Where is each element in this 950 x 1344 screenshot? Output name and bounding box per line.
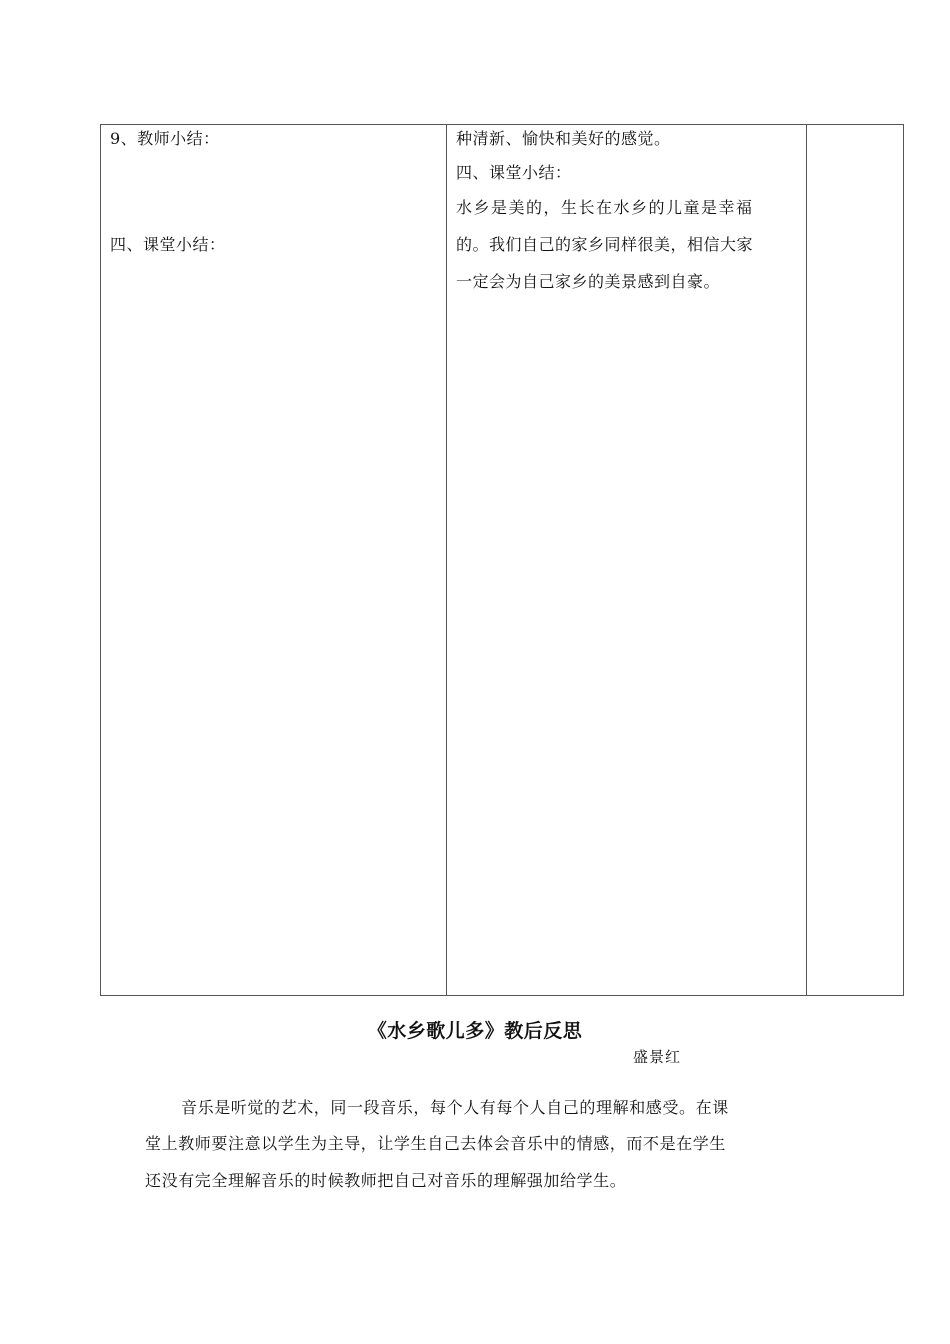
lesson-plan-table [100,124,904,996]
paragraph-line: 音乐是听觉的艺术，同一段音乐，每个人有每个人自己的理解和感受。在课 [181,1098,729,1117]
reflection-title: 《水乡歌儿多》教后反思 [367,1020,583,1042]
author-name: 盛景红 [633,1048,682,1066]
summary-line: 一定会为自己家乡的美景感到自豪。 [456,272,721,291]
class-summary-label: 四、课堂小结： [110,235,226,254]
class-summary-heading: 四、课堂小结： [456,163,572,182]
student-activity-cell [447,125,807,996]
paragraph-line: 还没有完全理解音乐的时候教师把自己对音乐的理解强加给学生。 [145,1171,627,1190]
summary-line: 水乡是美的，生长在水乡的儿童是幸福 [456,198,754,217]
paragraph-line: 堂上教师要注意以学生为主导，让学生自己去体会音乐中的情感，而不是在学生 [145,1134,727,1153]
content-line: 种清新、愉快和美好的感觉。 [456,129,671,148]
table-row [101,125,904,996]
teacher-activity-cell [101,125,447,996]
summary-line: 的。我们自己的家乡同样很美，相信大家 [456,235,754,254]
notes-cell [807,125,904,996]
teacher-summary-label: 9、教师小结： [110,129,220,148]
